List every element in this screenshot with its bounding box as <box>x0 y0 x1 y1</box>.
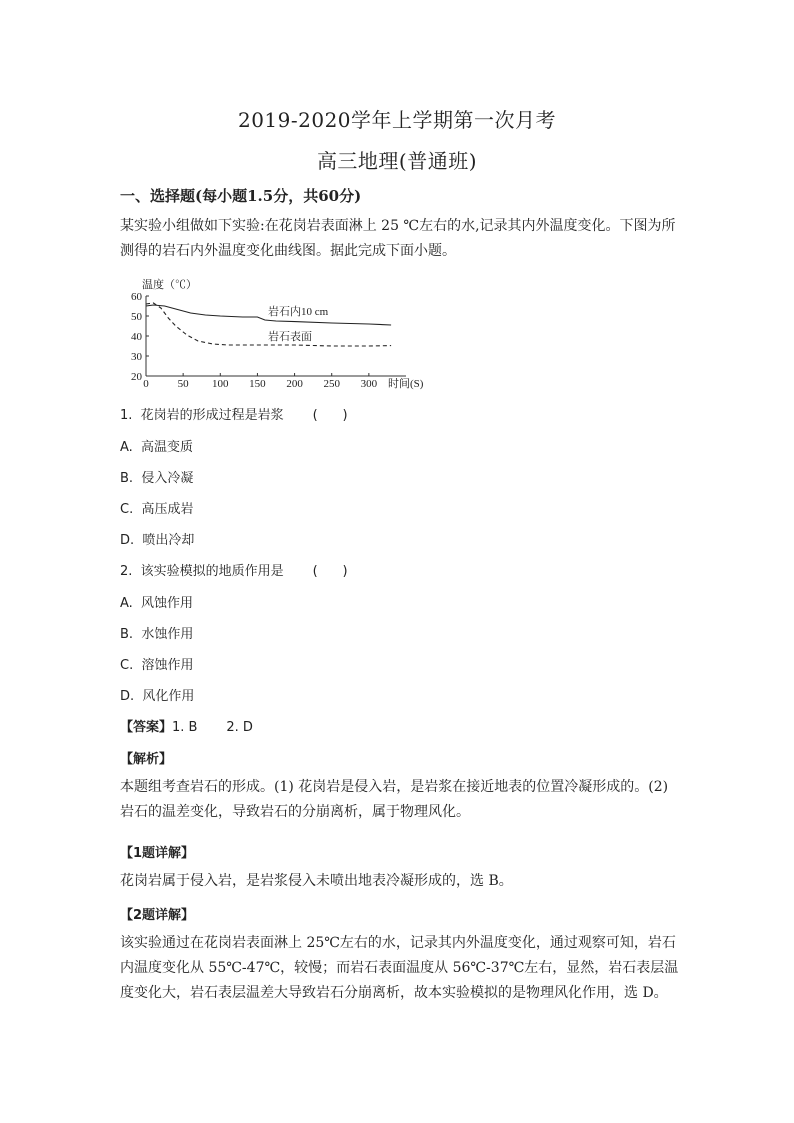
detail-1-label: 【1题详解】 <box>120 846 195 861</box>
analysis-text: 本题组考查岩石的形成。(1) 花岗岩是侵入岩，是岩浆在接近地表的位置冷凝形成的。(2) 岩石的温差变化，导致岩石的分崩离析，属于物理风化。 <box>120 779 669 820</box>
x-tick-label: 300 <box>360 378 378 390</box>
detail-2-text: 该实验通过在花岗岩表面淋上 25℃左右的水，记录其内外温度变化，通过观察可知，岩石内温度变化从 55℃-47℃，较慢；而岩石表面温度从 56℃-37℃左右，显然，岩石表层温度变化大，岩石表层温差大导致岩石分崩离析，故本实验模拟的是物理风化作用，选 D。 <box>120 935 679 1001</box>
detail-1-text: 花岗岩属于侵入岩，是岩浆侵入未喷出地表冷凝形成的，选 B。 <box>120 873 513 889</box>
intro-paragraph: 某实验小组做如下实验:在花岗岩表面淋上 25 ℃左右的水,记录其内外温度变化。下图为所测得的岩石内外温度变化曲线图。据此完成下面小题。 <box>120 218 676 259</box>
series-label-inner: 岩石内10 cm <box>268 306 329 318</box>
question-2-option-c: C. 溶蚀作用 <box>120 658 194 673</box>
x-tick-label: 250 <box>323 378 340 390</box>
section-heading: 一、选择题(每小题1.5分，共60分) <box>120 187 362 205</box>
question-2-option-b: B. 水蚀作用 <box>120 627 194 642</box>
question-1-option-a: A. 高温变质 <box>120 440 194 455</box>
y-tick-label: 40 <box>131 331 142 343</box>
x-tick-label: 0 <box>143 378 149 390</box>
exam-subtitle: 高三地理(普通班) <box>316 149 478 173</box>
y-tick-label: 50 <box>131 311 142 323</box>
question-2-option-a: A. 风蚀作用 <box>120 596 194 611</box>
answer-text: 1. B 2. D <box>172 720 253 735</box>
series-label-surface: 岩石表面 <box>268 331 312 343</box>
answer-line <box>120 716 253 735</box>
y-axis-label: 温度（℃） <box>142 279 197 291</box>
x-axis-label: 时间(S) <box>388 378 424 390</box>
question-1-option-d: D. 喷出冷却 <box>120 533 195 548</box>
temperature-chart <box>118 276 448 394</box>
y-tick-label: 20 <box>131 371 142 383</box>
question-2-stem: 2. 该实验模拟的地质作用是 ( ) <box>120 564 348 579</box>
question-1-option-c: C. 高压成岩 <box>120 502 194 517</box>
x-tick-label: 200 <box>286 378 303 390</box>
x-tick-label: 50 <box>177 378 189 390</box>
exam-title: 2019-2020学年上学期第一次月考 <box>237 108 557 132</box>
y-tick-label: 30 <box>131 351 142 363</box>
question-1-option-b: B. 侵入冷凝 <box>120 471 194 486</box>
detail-2-label: 【2题详解】 <box>120 908 195 923</box>
x-tick-label: 150 <box>249 378 266 390</box>
analysis-label: 【解析】 <box>120 752 173 767</box>
question-1-stem: 1. 花岗岩的形成过程是岩浆 ( ) <box>120 408 348 423</box>
x-tick-label: 100 <box>212 378 229 390</box>
answer-label: 【答案】 <box>120 720 173 735</box>
y-tick-label: 60 <box>131 291 142 303</box>
question-2-option-d: D. 风化作用 <box>120 689 195 704</box>
